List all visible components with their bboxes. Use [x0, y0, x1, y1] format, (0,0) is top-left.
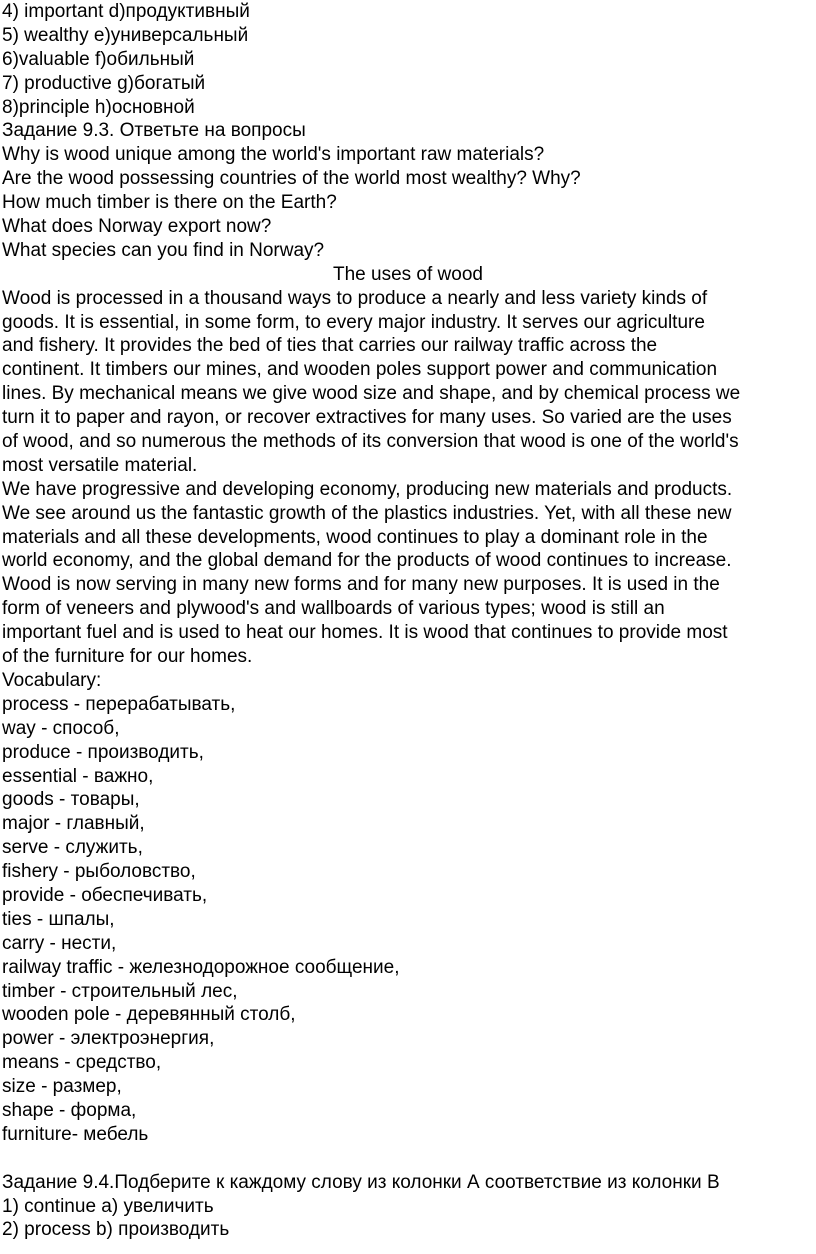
matching-item: 8)principle h)основной: [2, 96, 195, 118]
vocabulary-item: carry - нести,: [2, 932, 117, 954]
paragraph-line: We see around us the fantastic growth of the plastics industries. Yet, with all these new: [2, 502, 732, 524]
paragraph-line: lines. By mechanical means we give wood size and shape, and by chemical process we: [2, 383, 741, 405]
paragraph-line: important fuel and is used to heat our homes. It is wood that continues to provide most: [2, 622, 728, 644]
question: What species can you find in Norway?: [2, 239, 325, 261]
paragraph-line: of wood, and so numerous the methods of its conversion that wood is one of the world's: [2, 431, 739, 453]
matching-item: 2) process b) производить: [2, 1219, 230, 1241]
vocabulary-heading: Vocabulary:: [2, 669, 102, 691]
task-9-3-heading: Задание 9.3. Ответьте на вопросы: [2, 120, 306, 142]
paragraph-line: world economy, and the global demand for the products of wood continues to increase.: [2, 550, 732, 572]
vocabulary-item: power - электроэнергия,: [2, 1028, 215, 1050]
vocabulary-item: essential - важно,: [2, 765, 154, 787]
vocabulary-item: process - перерабатывать,: [2, 693, 236, 715]
vocabulary-item: ties - шпалы,: [2, 908, 115, 930]
vocabulary-item: provide - обеспечивать,: [2, 884, 208, 906]
paragraph-line: continent. It timbers our mines, and wooden poles support power and communication: [2, 359, 718, 381]
paragraph-line: turn it to paper and rayon, or recover extractives for many uses. So varied are the uses: [2, 407, 732, 429]
vocabulary-item: means - средство,: [2, 1052, 162, 1074]
paragraph-line: form of veneers and plywood's and wallboards of various types; wood is still an: [2, 598, 665, 620]
text-title: The uses of wood: [333, 263, 483, 285]
vocabulary-item: goods - товары,: [2, 789, 140, 811]
paragraph-2: [2, 478, 814, 669]
vocabulary-item: produce - производить,: [2, 741, 204, 763]
task-9-3: [2, 119, 814, 262]
paragraph-line: most versatile material.: [2, 454, 198, 476]
paragraph-line: and fishery. It provides the bed of ties that carries our railway traffic across the: [2, 335, 658, 357]
matching-item: 1) continue a) увеличить: [2, 1195, 214, 1217]
matching-list-top: [2, 0, 814, 119]
paragraph-line: Wood is now serving in many new forms and for many new purposes. It is used in the: [2, 574, 720, 596]
vocabulary: [2, 669, 814, 1147]
task-9-4-heading: Задание 9.4.Подберите к каждому слову из колонки А соответствие из колонки В: [2, 1171, 720, 1193]
paragraph-line: We have progressive and developing economy, producing new materials and products.: [2, 478, 733, 500]
vocabulary-item: shape - форма,: [2, 1099, 137, 1121]
vocabulary-item: serve - служить,: [2, 837, 143, 859]
vocabulary-item: fishery - рыболовство,: [2, 861, 196, 883]
question: Are the wood possessing countries of the world most wealthy? Why?: [2, 168, 581, 190]
vocabulary-item: furniture- мебель: [2, 1123, 149, 1145]
vocabulary-item: major - главный,: [2, 813, 145, 835]
spacer: [2, 1147, 814, 1171]
vocabulary-item: wooden pole - деревянный столб,: [2, 1004, 296, 1026]
question: What does Norway export now?: [2, 216, 272, 238]
paragraph-line: materials and all these developments, wood continues to play a dominant role in the: [2, 526, 708, 548]
matching-item: 7) productive g)богатый: [2, 72, 206, 94]
paragraph-1: [2, 287, 814, 478]
task-9-4: [2, 1171, 814, 1243]
matching-item: 4) important d)продуктивный: [2, 1, 250, 22]
paragraph-line: goods. It is essential, in some form, to every major industry. It serves our agriculture: [2, 311, 705, 333]
question: Why is wood unique among the world's important raw materials?: [2, 144, 545, 166]
paragraph-line: Wood is processed in a thousand ways to produce a nearly and less variety kinds of: [2, 287, 708, 309]
matching-item: 6)valuable f)обильный: [2, 48, 195, 70]
vocabulary-item: railway traffic - железнодорожное сообщение,: [2, 956, 400, 978]
vocabulary-item: way - способ,: [2, 717, 120, 739]
vocabulary-item: timber - строительный лес,: [2, 980, 238, 1002]
paragraph-line: of the furniture for our homes.: [2, 646, 253, 668]
vocabulary-item: size - размер,: [2, 1076, 122, 1098]
question: How much timber is there on the Earth?: [2, 192, 337, 214]
matching-item: 5) wealthy e)универсальный: [2, 24, 249, 46]
